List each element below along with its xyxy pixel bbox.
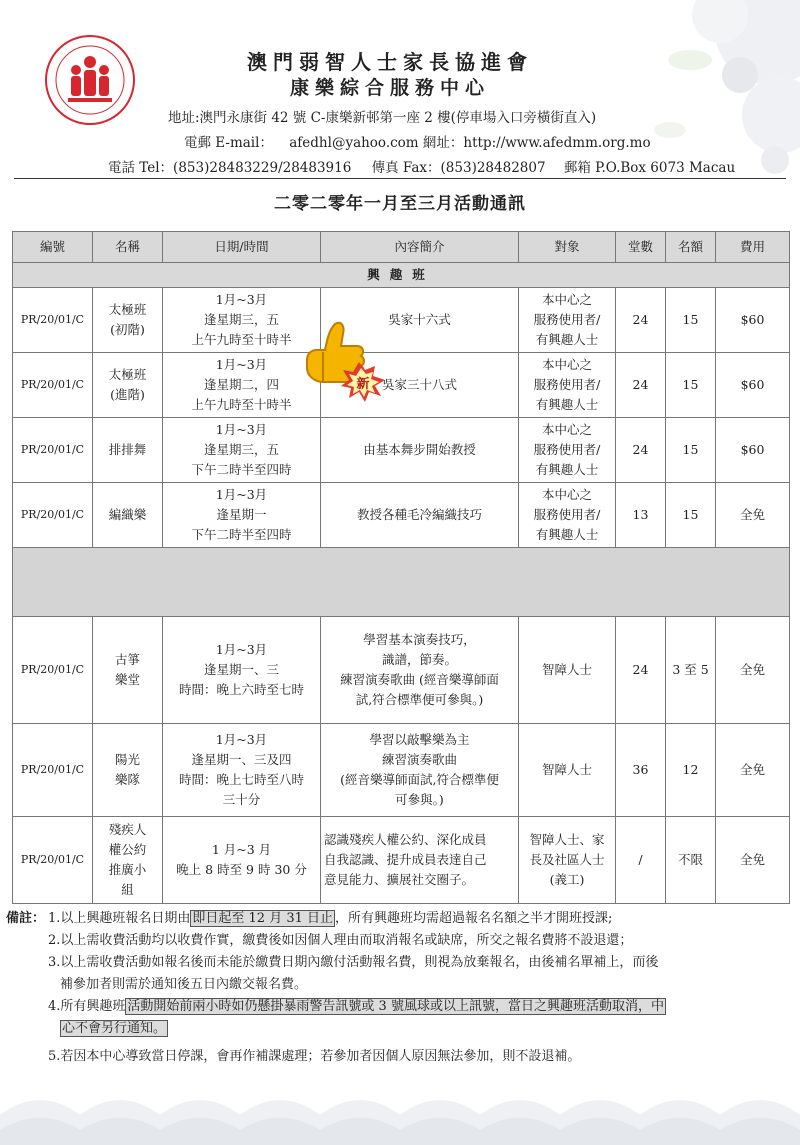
activity-target-line: 本中心之: [541, 422, 592, 437]
decorative-flowers-top: [570, 0, 800, 180]
tel: 電話 Tel：(853)28483229/28483916: [108, 160, 352, 176]
new-thumbs-up-badge: [299, 312, 389, 404]
activity-target: [519, 353, 616, 418]
activity-datetime-line: 晚上 8 時至 9 時 30 分: [176, 862, 307, 877]
activity-datetime-line: 逢星期三，五: [203, 442, 279, 457]
activity-datetime: [163, 617, 321, 724]
activity-content-line: 試,符合標準便可參與。): [355, 692, 484, 707]
header-datetime: 日期/時間: [163, 232, 321, 263]
table-row: [13, 817, 790, 904]
header-quota: 名額: [666, 232, 716, 263]
activity-table: [12, 231, 790, 904]
email-link[interactable]: afedhl@yahoo.com: [289, 135, 419, 151]
activity-target-line: 有興趣人士: [535, 397, 599, 412]
note-5: 5.若因本中心導致當日停課，會再作補課處理；若參加者因個人原因無法參加，則不設退補。: [48, 1049, 581, 1064]
activity-quota: 15: [666, 353, 716, 418]
activity-content-line: 教授各種毛冷編織技巧: [356, 507, 482, 522]
activity-datetime-line: 上午九時至十時半: [191, 332, 292, 347]
note-3-line-2: 補參加者則需於通知後五日內繳交報名費。: [60, 977, 308, 992]
activity-name-line: 樂堂: [114, 672, 140, 687]
activity-datetime: [163, 353, 321, 418]
activity-fee: 全免: [716, 483, 790, 548]
activity-content-line: 自我認識、提升成員表達自己: [324, 852, 487, 867]
activity-quota: 3 至 5: [666, 617, 716, 724]
activity-name-line: 推廣小: [108, 862, 147, 877]
activity-target-line: 智障人士: [541, 662, 592, 677]
activity-datetime: [163, 724, 321, 817]
table-row: [13, 724, 790, 817]
activity-datetime-line: 下午二時半至四時: [191, 527, 292, 542]
activity-content-line: 認識殘疾人權公約、深化成員: [324, 832, 487, 847]
activity-datetime-line: 逢星期一、三: [203, 662, 279, 677]
activity-name-line: 太極班: [108, 367, 147, 382]
activity-datetime-line: 逢星期一: [216, 507, 267, 522]
activity-target-line: 服務使用者/: [533, 377, 601, 392]
activity-name: [93, 353, 163, 418]
activity-target-line: 智障人士、家: [529, 832, 605, 847]
note-4-text: 4.所有興趣班: [48, 999, 126, 1014]
activity-datetime-line: 上午九時至十時半: [191, 397, 292, 412]
contact-line: [184, 131, 651, 151]
badge-text: 新: [356, 377, 370, 392]
activity-target-line: 本中心之: [541, 357, 592, 372]
activity-target-line: 智障人士: [541, 762, 592, 777]
table-row: [13, 483, 790, 548]
activity-name: [93, 817, 163, 904]
activity-datetime-line: 時間：晚上七時至八時: [178, 772, 304, 787]
activity-name-line: 樂隊: [114, 772, 140, 787]
table-row: [13, 288, 790, 353]
header-code: 編號: [13, 232, 93, 263]
section-label: 興趣班: [13, 263, 790, 288]
activity-content-line: 意見能力、擴展社交圈子。: [324, 872, 475, 887]
activity-fee: 全免: [716, 724, 790, 817]
activity-name-line: (進階): [110, 387, 145, 402]
activity-target-line: 有興趣人士: [535, 462, 599, 477]
activity-code: PR/20/01/C: [13, 288, 93, 353]
activity-content-line: 吳家十六式: [388, 312, 451, 327]
activity-content-line: 可參與。): [395, 792, 444, 807]
note-4-highlight-2: 心不會另行通知。: [62, 1021, 167, 1036]
activity-content-line: (經音樂導師面試,符合標準便: [340, 772, 499, 787]
activity-content: [321, 817, 519, 904]
activity-datetime-line: 逢星期二，四: [203, 377, 279, 392]
activity-code: PR/20/01/C: [13, 483, 93, 548]
activity-fee: 全免: [716, 817, 790, 904]
activity-datetime-line: 逢星期三，五: [203, 312, 279, 327]
activity-code: PR/20/01/C: [13, 617, 93, 724]
activity-datetime-line: 1月~3月: [215, 422, 268, 437]
activity-target-line: 服務使用者/: [533, 507, 601, 522]
org-name: 澳門弱智人士家長協進會: [247, 50, 533, 74]
association-logo: [44, 34, 136, 126]
activity-fee: $60: [716, 353, 790, 418]
note-4-highlight: 活動開始前兩小時如仍懸掛暴雨警告訊號或 3 號風球或以上訊號，當日之興趣班活動取消，中: [127, 999, 664, 1014]
section-row: [13, 263, 790, 288]
table-header-row: [13, 232, 790, 263]
activity-content-line: 由基本舞步開始教授: [363, 442, 476, 457]
table-row: [13, 418, 790, 483]
activity-content-line: 學習以敲擊樂為主: [369, 732, 470, 747]
activity-content-line: 練習演奏歌曲: [381, 752, 457, 767]
pobox: 郵箱 P.O.Box 6073 Macau: [563, 160, 736, 176]
activity-content-line: 吳家三十八式: [381, 377, 457, 392]
activity-target-line: 服務使用者/: [533, 442, 601, 457]
decorative-wave-bottom: [0, 1075, 800, 1145]
activity-content-line: 學習基本演奏技巧，: [363, 632, 476, 647]
note-1-highlight: 即日起至 12 月 31 日止: [192, 911, 334, 926]
header-name: 名稱: [93, 232, 163, 263]
activity-code: PR/20/01/C: [13, 418, 93, 483]
activity-name-line: 權公約: [108, 842, 147, 857]
phone-line: [108, 156, 735, 176]
fax: 傳真 Fax：(853)28482807: [371, 160, 546, 176]
activity-target-line: 有興趣人士: [535, 527, 599, 542]
activity-content-line: 識譜，節奏。: [381, 652, 457, 667]
activity-datetime-line: 1月~3月: [215, 357, 268, 372]
activity-content: [321, 418, 519, 483]
activity-name-line: (初階): [110, 322, 145, 337]
activity-name: [93, 418, 163, 483]
activity-datetime: [163, 483, 321, 548]
activity-datetime-line: 1月~3月: [215, 292, 268, 307]
activity-name-line: 古箏: [114, 652, 140, 667]
activity-target-line: 有興趣人士: [535, 332, 599, 347]
note-1: [6, 908, 796, 930]
activity-datetime-line: 三十分: [222, 792, 261, 807]
activity-name-line: 殘疾人: [108, 822, 147, 837]
activity-content: [321, 724, 519, 817]
activity-name-line: 編織樂: [108, 507, 147, 522]
activity-datetime: [163, 288, 321, 353]
activity-target-line: 本中心之: [541, 487, 592, 502]
activity-target: [519, 418, 616, 483]
activity-datetime-line: 下午二時半至四時: [191, 462, 292, 477]
header-sessions: 堂數: [616, 232, 666, 263]
activity-code: PR/20/01/C: [13, 353, 93, 418]
activity-datetime: [163, 418, 321, 483]
note-3-line-1: 3.以上需收費活動如報名後而未能於繳費日期內繳付活動報名費，則視為放棄報名，由後補名單補上，而後: [48, 955, 659, 970]
activity-target-line: (義工): [549, 872, 585, 887]
note-1-text-end: ，所有興趣班均需超過報名名額之半才開班授課;: [335, 911, 613, 926]
activity-name-line: 排排舞: [108, 442, 147, 457]
activity-name: [93, 483, 163, 548]
activity-datetime-line: 1 月~3 月: [211, 842, 272, 857]
activity-datetime-line: 1月~3月: [215, 732, 268, 747]
activity-sessions: 24: [616, 288, 666, 353]
web-label: 網址：: [422, 135, 464, 151]
activity-name-line: 太極班: [108, 302, 147, 317]
notes-section: [6, 908, 796, 1068]
blank-section-cell: [13, 548, 790, 617]
activity-quota: 不限: [666, 817, 716, 904]
activity-content-line: 練習演奏歌曲 (經音樂導師面: [340, 672, 499, 687]
activity-datetime-line: 逢星期一、三及四: [191, 752, 292, 767]
activity-sessions: 36: [616, 724, 666, 817]
table-row: [13, 617, 790, 724]
activity-target-line: 本中心之: [541, 292, 592, 307]
activity-target: [519, 483, 616, 548]
activity-name: [93, 724, 163, 817]
header-fee: 費用: [716, 232, 790, 263]
note-1-text: 1.以上興趣班報名日期由: [48, 911, 191, 926]
activity-code: PR/20/01/C: [13, 724, 93, 817]
activity-target: [519, 617, 616, 724]
activity-quota: 15: [666, 288, 716, 353]
note-3: [6, 952, 796, 996]
activity-fee: 全免: [716, 617, 790, 724]
activity-sessions: 24: [616, 418, 666, 483]
activity-code: PR/20/01/C: [13, 817, 93, 904]
activity-datetime-line: 1月~3月: [215, 487, 268, 502]
activity-fee: $60: [716, 418, 790, 483]
activity-sessions: 13: [616, 483, 666, 548]
activity-target-line: 服務使用者/: [533, 312, 601, 327]
notes-label: 備註：: [6, 911, 46, 926]
activity-name: [93, 288, 163, 353]
activity-datetime: [163, 817, 321, 904]
activity-name-line: 組: [121, 882, 134, 897]
activity-target: [519, 724, 616, 817]
activity-sessions: /: [616, 817, 666, 904]
activity-quota: 15: [666, 483, 716, 548]
activity-name: [93, 617, 163, 724]
header-content: 內容簡介: [321, 232, 519, 263]
activity-sessions: 24: [616, 353, 666, 418]
activity-quota: 12: [666, 724, 716, 817]
document-title: 二零二零年一月至三月活動通訊: [274, 194, 526, 214]
activity-target: [519, 288, 616, 353]
activity-target: [519, 817, 616, 904]
activity-datetime-line: 1月~3月: [215, 642, 268, 657]
header-target: 對象: [519, 232, 616, 263]
address: 地址:澳門永康街 42 號 C-康樂新邨第一座 2 樓(停車場入口旁橫街直入): [168, 110, 597, 126]
activity-name-line: 陽光: [114, 752, 140, 767]
note-4: [6, 996, 796, 1040]
blank-section-row: [13, 548, 790, 617]
email-label: 電郵 E-mail：: [184, 135, 273, 151]
table-row: [13, 353, 790, 418]
activity-content: [321, 483, 519, 548]
activity-sessions: 24: [616, 617, 666, 724]
activity-datetime-line: 時間：晚上六時至七時: [178, 682, 304, 697]
center-name: 康樂綜合服務中心: [289, 77, 490, 99]
activity-quota: 15: [666, 418, 716, 483]
activity-content: [321, 617, 519, 724]
website-link[interactable]: http://www.afedmm.org.mo: [463, 135, 651, 151]
note-2: 2.以上需收費活動均以收費作實，繳費後如因個人理由而取消報名或缺席，所交之報名費將不設退還；: [48, 933, 633, 948]
activity-target-line: 長及社區人士: [529, 852, 605, 867]
header-divider: [14, 178, 786, 179]
activity-fee: $60: [716, 288, 790, 353]
